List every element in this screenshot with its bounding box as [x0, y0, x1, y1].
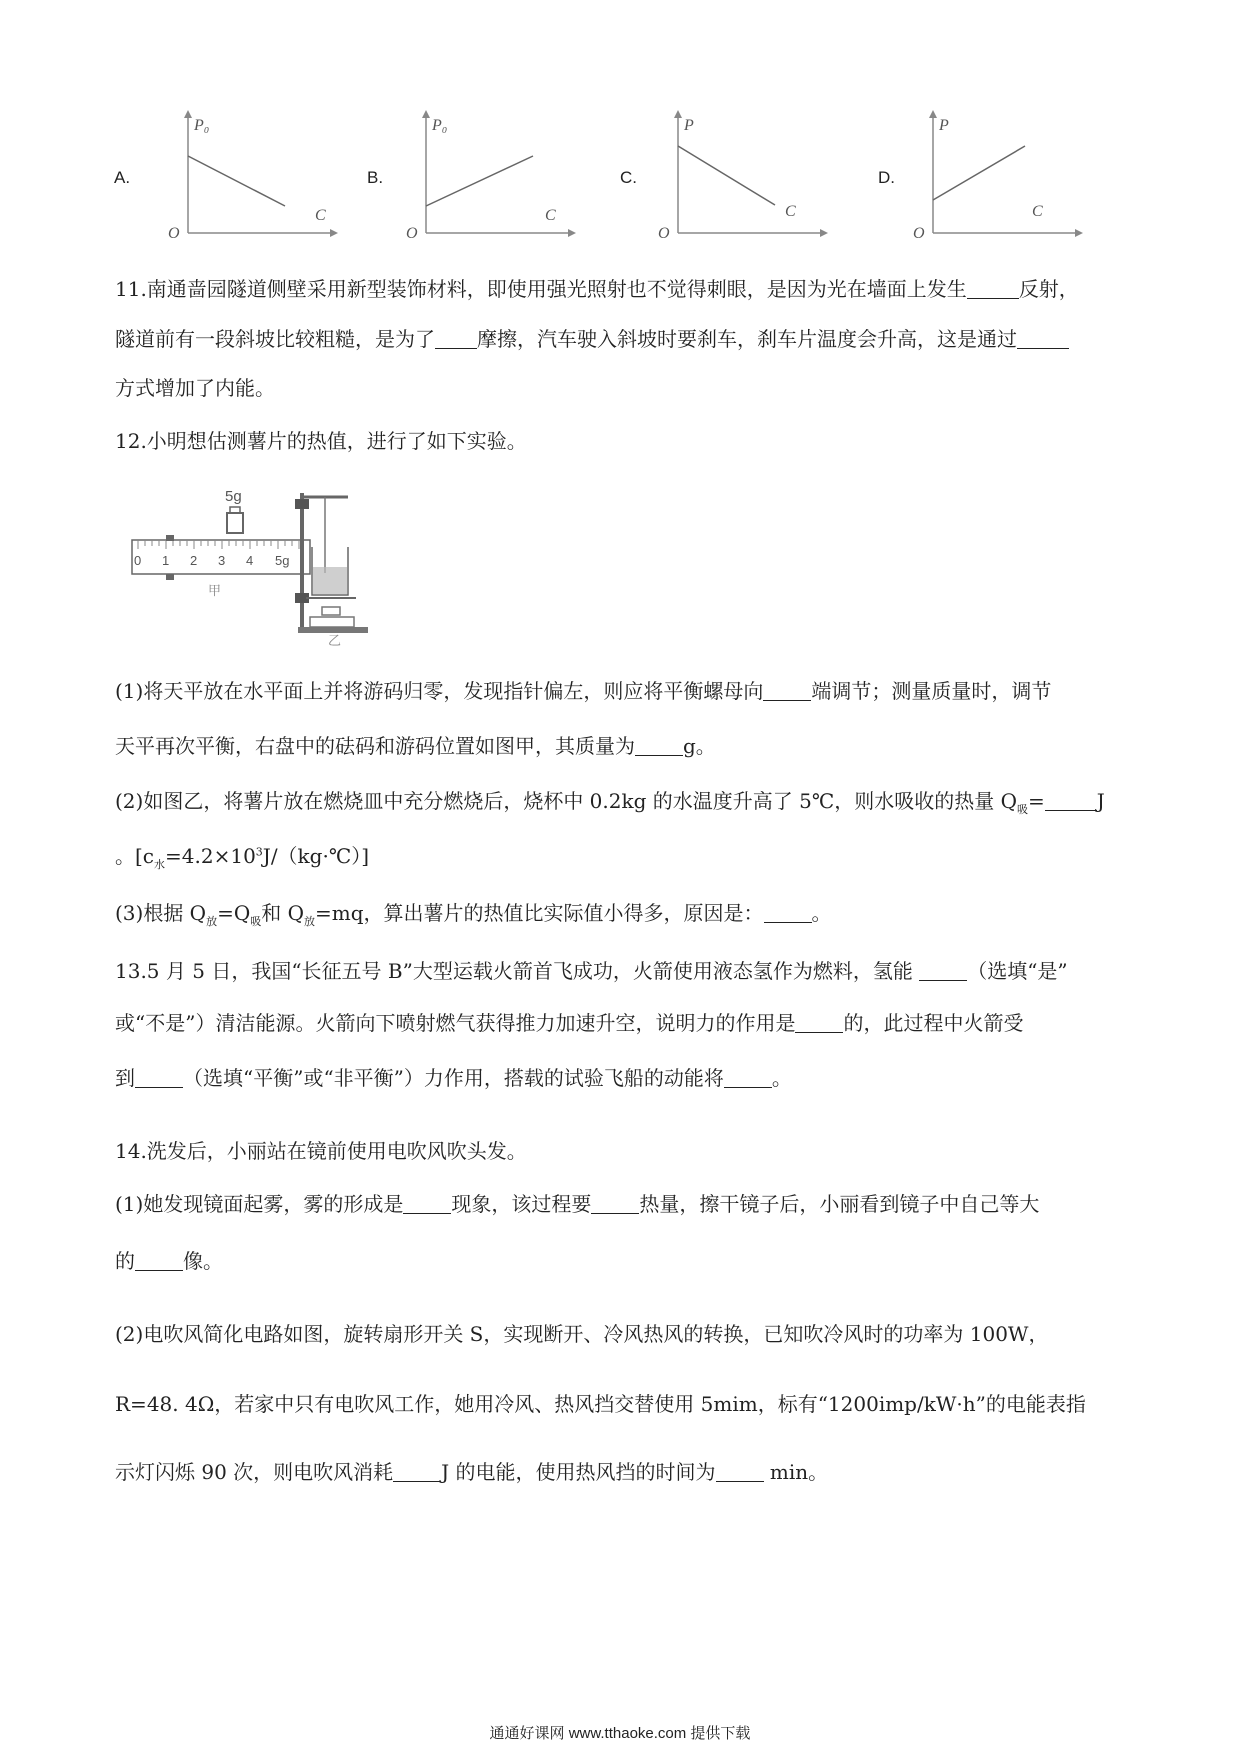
graph-b-x-label: C [545, 207, 556, 224]
graph-a-x-label: C [315, 207, 326, 224]
graph-d-y-label: P [939, 117, 949, 134]
burner-dish [322, 607, 340, 615]
q14-intro: 14.洗发后，小丽站在镜前使用电吹风吹头发。 [115, 1139, 527, 1163]
graph-a [160, 108, 340, 248]
q14-part1-line2: 的 像。 [115, 1249, 223, 1273]
graph-b-origin: O [406, 225, 418, 242]
q11-line-2: 隧道前有一段斜坡比较粗糙，是为了 摩擦，汽车驶入斜坡时要刹车，刹车片温度会升高，这是通过 [115, 323, 1069, 352]
q12-part1-line2: 天平再次平衡，右盘中的砝码和游码位置如图甲，其质量为 g。 [115, 734, 716, 758]
page-footer: 通通好课网 www.tthaoke.com 提供下载 [489, 1725, 751, 1742]
graph-a-origin: O [168, 225, 180, 242]
q12-part2-line2: 。$[c_水=4.2\times 10^3J/(kg\cdot℃)]$ [115, 844, 370, 871]
graph-b-line [426, 156, 533, 206]
q11-line-3: 方式增加了内能。 [115, 376, 275, 400]
q12-part2-line1: (2)如图乙，将薯片放在燃烧皿中充分燃烧后，烧杯中 0.2kg 的水温度升高了 5℃，则水吸收的热量 $Q_吸= J$ [115, 789, 1105, 816]
q12-part1-line1: (1)将天平放在水平面上并将游码归零，发现指针偏左，则应将平衡螺母向 端调节；测量质量时，调节 [115, 679, 1052, 703]
graph-c-y-label: P [684, 117, 694, 134]
fig-jia-label: 甲 [208, 584, 222, 599]
q14-part1-line1: (1)她发现镜面起雾，雾的形成是 现象，该过程要 热量，擦干镜子后，小丽看到镜子中自己等大 [115, 1192, 1040, 1216]
option-b-label: B. [367, 168, 384, 187]
balance-figure [130, 485, 395, 649]
graph-d-origin: O [913, 225, 925, 242]
graph-d [905, 108, 1085, 248]
graph-c-x-label: C [785, 203, 796, 220]
q13-line-2: 或“不是”）清洁能源。火箭向下喷射燃气获得推力加速升空，说明力的作用是 的，此过程中火箭受 [115, 1011, 1024, 1035]
q11-line-1: 11.南通啬园隧道侧壁采用新型装饰材料，即使用强光照射也不觉得刺眼，是因为光在墙面上发生 反射， [115, 277, 1079, 301]
svg-text:3: 3 [218, 553, 226, 568]
svg-text:1: 1 [162, 553, 170, 568]
weight-label: 5g [225, 488, 242, 505]
svg-text:4: 4 [246, 553, 254, 568]
fig-yi-label: 乙 [328, 634, 342, 649]
graph-c-origin: O [658, 225, 670, 242]
graph-b [398, 108, 578, 248]
graph-c-line [678, 146, 775, 205]
q13-line-3: 到 （选填“平衡”或“非平衡”）力作用，搭载的试验飞船的动能将 。 [115, 1066, 792, 1090]
q14-part2-line3: 示灯闪烁 90 次，则电吹风消耗 J 的电能，使用热风挡的时间为 min。 [115, 1460, 829, 1484]
weight-icon [227, 513, 243, 533]
option-c-label: C. [620, 168, 637, 187]
svg-text:2: 2 [190, 553, 198, 568]
option-a-label: A. [114, 168, 131, 187]
svg-text:5g: 5g [275, 553, 290, 568]
graph-b-y-label: P₀ [432, 117, 448, 134]
q12-intro: 12.小明想估测薯片的热值，进行了如下实验。 [115, 429, 527, 453]
svg-text:0: 0 [134, 553, 142, 568]
q13-line-1: 13.5 月 5 日，我国“长征五号 B”大型运载火箭首飞成功，火箭使用液态氢作为燃料，氢能 （选填“是” [115, 959, 1068, 983]
q14-part2-line2: R=48. 4Ω，若家中只有电吹风工作，她用冷风、热风挡交替使用 5mim，标有“1200imp/kW·h”的电能表指 [115, 1392, 1086, 1416]
q14-part2-line1: (2)电吹风简化电路如图，旋转扇形开关 S，实现断开、冷风热风的转换，已知吹冷风时的功率为 100W， [115, 1322, 1049, 1346]
rider-bottom [166, 574, 174, 580]
stand-base [298, 627, 368, 633]
graph-d-x-label: C [1032, 203, 1043, 220]
graph-a-line [188, 156, 285, 206]
option-d-label: D. [878, 168, 895, 187]
q12-part3: (3)根据 $Q_放=Q_吸$和 $Q_放=mq$，算出薯片的热值比实际值小得多，原因是： 。 [115, 901, 832, 928]
rider-top [166, 535, 174, 541]
graph-a-y-label: P₀ [194, 117, 210, 134]
graph-c [650, 108, 830, 248]
graph-d-line [933, 146, 1025, 200]
